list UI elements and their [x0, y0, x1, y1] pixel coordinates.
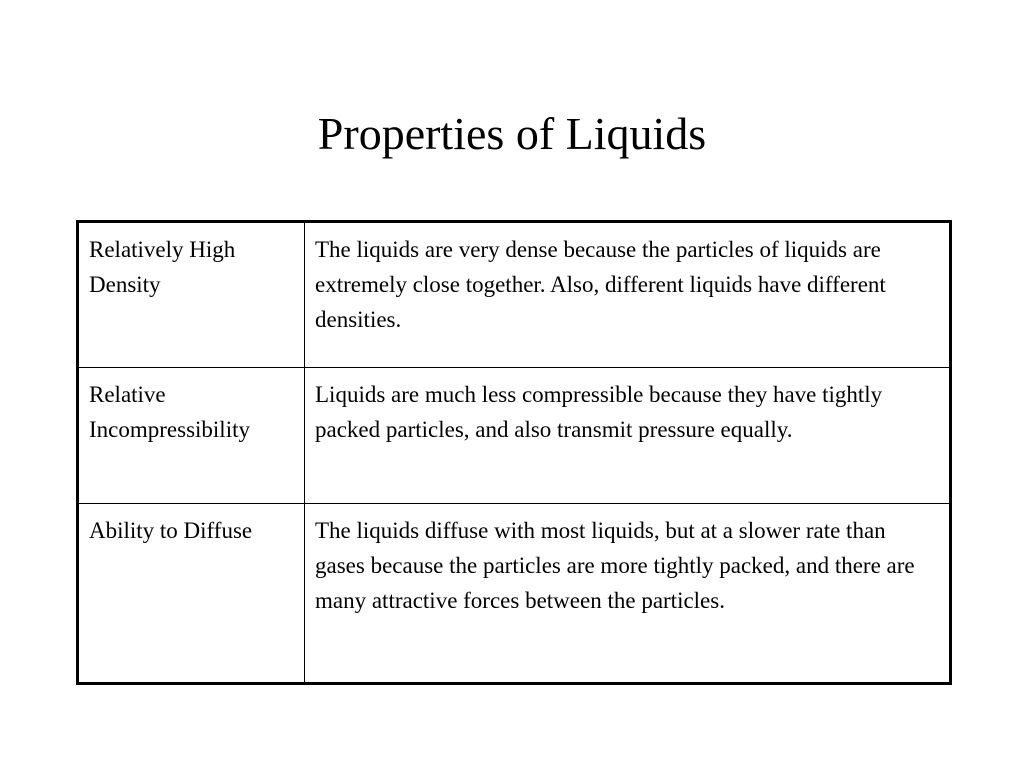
- table-row: [78, 504, 951, 684]
- property-name-cell: Relative Incompressibility: [78, 368, 305, 504]
- slide-title: Properties of Liquids: [317, 108, 707, 159]
- property-name-cell: Relatively High Density: [78, 222, 305, 368]
- properties-table: [76, 220, 952, 685]
- property-description-cell: The liquids diffuse with most liquids, but at a slower rate than gases because the particles are more tightly packed, and there are many attractive forces between the particles.: [305, 504, 951, 684]
- property-description-cell: The liquids are very dense because the particles of liquids are extremely close together. Also, different liquids have different densities.: [305, 222, 951, 368]
- table-row: [78, 368, 951, 504]
- property-description-cell: Liquids are much less compressible because they have tightly packed particles, and also transmit pressure equally.: [305, 368, 951, 504]
- table-row: [78, 222, 951, 368]
- property-name-cell: Ability to Diffuse: [78, 504, 305, 684]
